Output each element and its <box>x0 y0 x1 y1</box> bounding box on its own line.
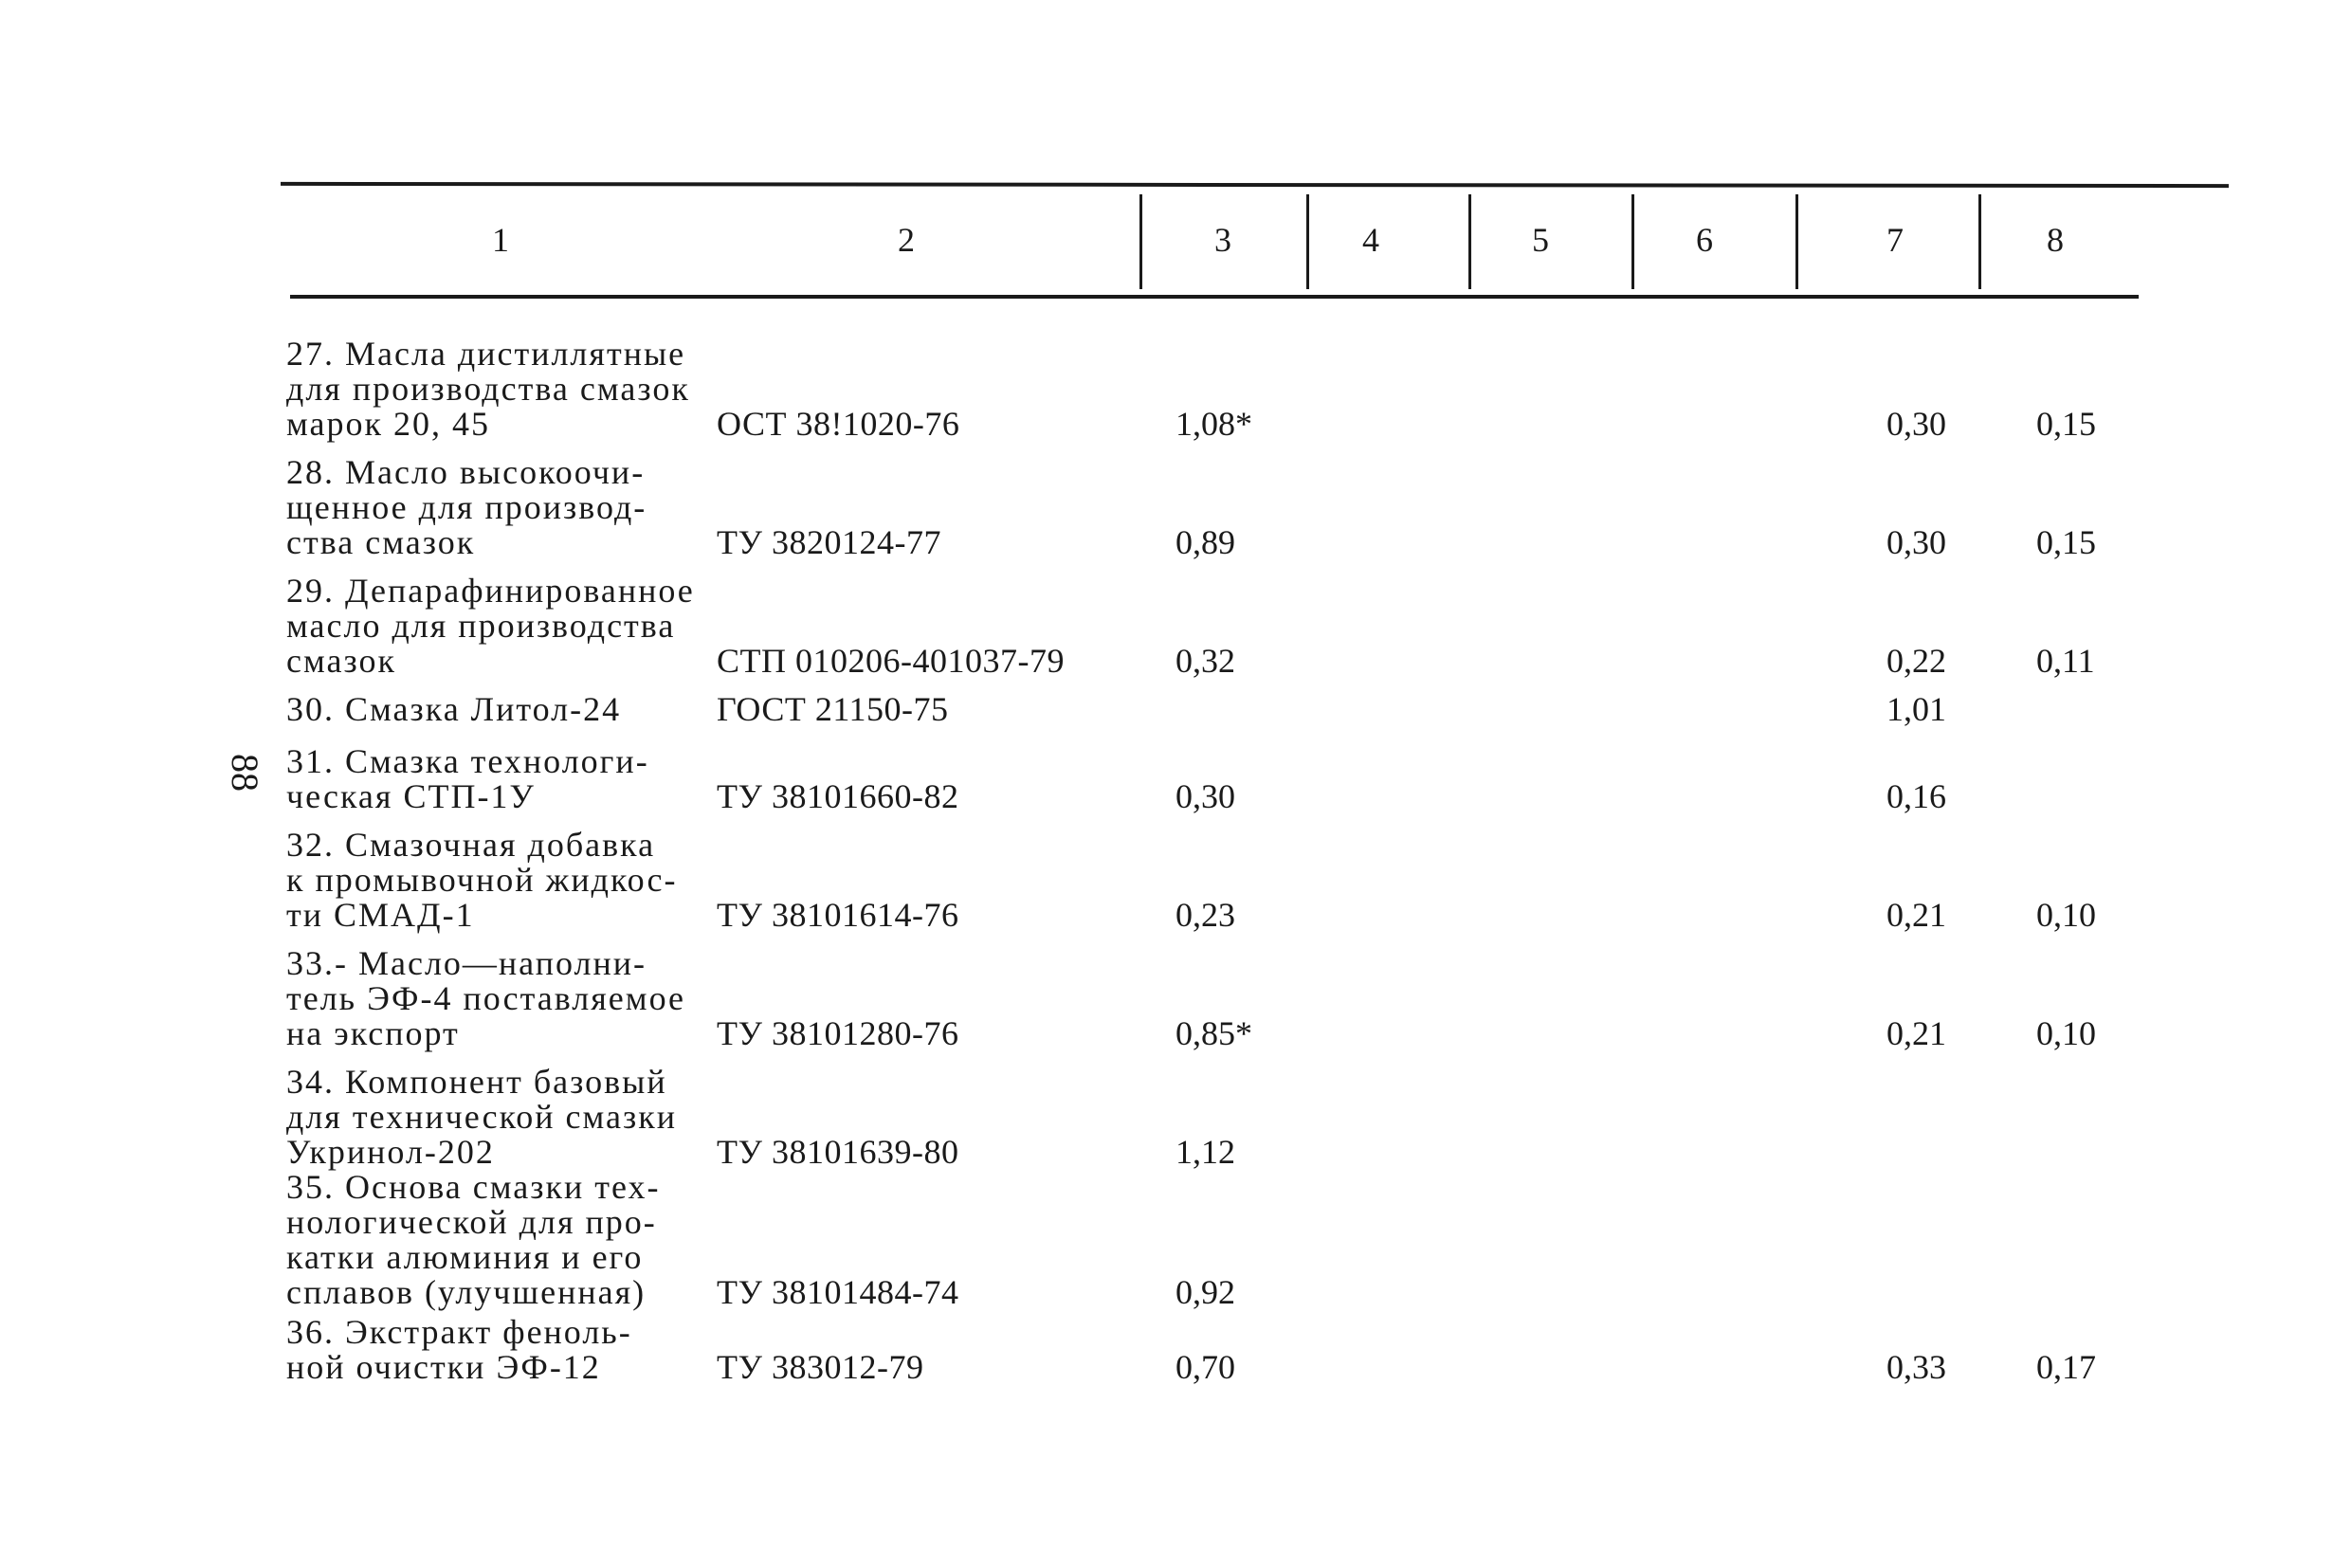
item-col-3: 0,89 <box>1176 523 1235 561</box>
item-col-8: 0,11 <box>2036 642 2095 680</box>
table-header-bottom-rule <box>290 295 2139 299</box>
item-col-8: 0,10 <box>2036 896 2096 934</box>
column-divider <box>1139 194 1142 289</box>
table-top-rule <box>281 182 2229 188</box>
item-col-8: 0,10 <box>2036 1014 2096 1052</box>
item-standard: ТУ 3820124-77 <box>717 523 941 561</box>
item-col-7: 1,01 <box>1886 690 1946 728</box>
header-col-7: 7 <box>1886 221 1904 259</box>
item-col-8: 0,17 <box>2036 1348 2096 1386</box>
item-name: 32. Смазочная добавка к промывочной жидкос- ти СМАД-1 <box>286 826 678 934</box>
item-col-3: 0,70 <box>1176 1348 1235 1386</box>
item-standard: ТУ 38101484-74 <box>717 1273 959 1311</box>
header-col-2: 2 <box>898 221 915 259</box>
item-standard: СТП 010206-401037-79 <box>717 642 1065 680</box>
item-standard: ГОСТ 21150-75 <box>717 690 949 728</box>
item-col-3: 0,30 <box>1176 777 1235 815</box>
item-name: 27. Масла дистиллятные для производства смазок марок 20, 45 <box>286 335 690 443</box>
item-col-7: 0,16 <box>1886 777 1946 815</box>
item-standard: ТУ 38101614-76 <box>717 896 959 934</box>
column-divider <box>1795 194 1798 289</box>
item-col-3: 1,12 <box>1176 1133 1235 1171</box>
item-name: 28. Масло высокоочи- щенное для производ- ства смазок <box>286 453 647 561</box>
item-name: 33.- Масло—наполни- тель ЭФ-4 поставляемое на экспорт <box>286 944 685 1052</box>
item-name: 31. Смазка технологи- ческая СТП-1У <box>286 742 649 815</box>
header-col-6: 6 <box>1696 221 1713 259</box>
item-col-3: 0,92 <box>1176 1273 1235 1311</box>
item-col-3: 1,08* <box>1176 405 1252 443</box>
item-col-7: 0,33 <box>1886 1348 1946 1386</box>
item-col-8: 0,15 <box>2036 405 2096 443</box>
item-col-3: 0,23 <box>1176 896 1235 934</box>
item-name: 36. Экстракт феноль- ной очистки ЭФ-12 <box>286 1313 632 1386</box>
item-standard: ТУ 38101280-76 <box>717 1014 959 1052</box>
item-name: 30. Смазка Литол-24 <box>286 690 622 728</box>
item-col-3: 0,85* <box>1176 1014 1252 1052</box>
page-number: 88 <box>224 754 266 792</box>
header-col-8: 8 <box>2047 221 2064 259</box>
item-standard: ТУ 383012-79 <box>717 1348 924 1386</box>
header-col-1: 1 <box>492 221 509 259</box>
header-col-4: 4 <box>1362 221 1379 259</box>
item-name: 29. Депарафинированное масло для производства смазок <box>286 572 695 680</box>
item-name: 35. Основа смазки тех- нологической для про- катки алюминия и его сплавов (улучшенная) <box>286 1168 661 1311</box>
item-col-7: 0,21 <box>1886 1014 1946 1052</box>
item-col-3: 0,32 <box>1176 642 1235 680</box>
item-standard: ОСТ 38!1020-76 <box>717 405 960 443</box>
header-col-3: 3 <box>1214 221 1231 259</box>
header-col-5: 5 <box>1532 221 1549 259</box>
item-standard: ТУ 38101639-80 <box>717 1133 959 1171</box>
column-divider <box>1306 194 1309 289</box>
column-divider <box>1978 194 1981 289</box>
item-col-7: 0,30 <box>1886 523 1946 561</box>
item-name: 34. Компонент базовый для технической смазки Укринол-202 <box>286 1063 677 1171</box>
column-divider <box>1468 194 1471 289</box>
item-col-7: 0,30 <box>1886 405 1946 443</box>
item-standard: ТУ 38101660-82 <box>717 777 959 815</box>
item-col-7: 0,21 <box>1886 896 1946 934</box>
column-divider <box>1631 194 1634 289</box>
item-col-7: 0,22 <box>1886 642 1946 680</box>
item-col-8: 0,15 <box>2036 523 2096 561</box>
